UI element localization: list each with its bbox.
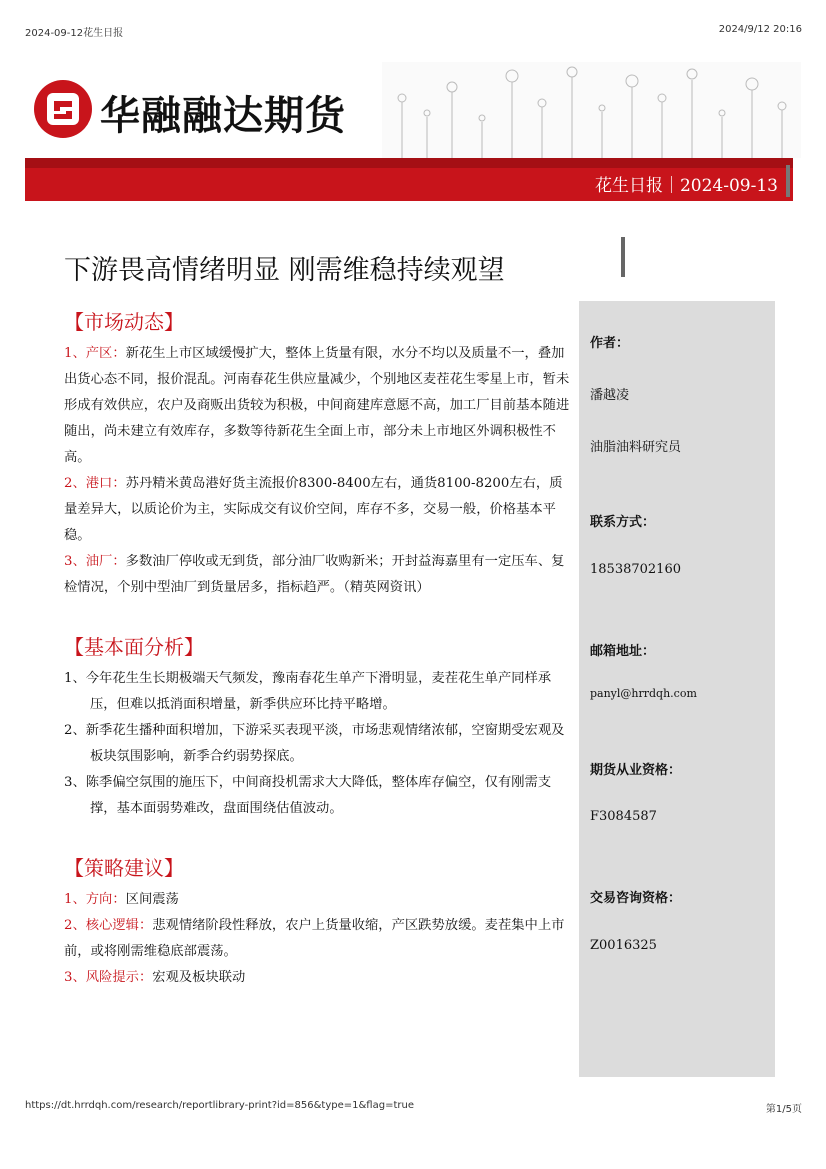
print-header-right: 2024/9/12 20:16 xyxy=(718,24,802,35)
market-item: 2、港口：苏丹精米黄岛港好货主流报价8300-8400左右，通货8100-8200左右，质量差异大，以质论价为主，实际成交有议价空间，库存不多，交易一般，价格基本平稳。 xyxy=(64,476,563,543)
author-label: 作者： xyxy=(590,336,630,351)
report-banner-title: 花生日报｜2024-09-13 xyxy=(594,176,778,196)
author-dept: 油脂油料研究员 xyxy=(590,440,682,455)
contact-value: 18538702160 xyxy=(590,562,681,577)
market-item: 3、油厂：多数油厂停收或无到货，部分油厂收购新米；开封益海嘉里有一定压车、复检情况，个别中型油厂到货量居多，指标趋严。（精英网资讯） xyxy=(64,554,565,595)
contact-label: 联系方式： xyxy=(590,515,656,530)
email-label: 邮箱地址： xyxy=(590,644,656,659)
fundamental-item: 2、新季花生播种面积增加，下游采买表现平淡，市场悲观情绪浓郁，空窗期受宏观及板块氛围影响，新季合约弱势探底。 xyxy=(64,723,565,764)
title-marker xyxy=(621,237,625,277)
main-content xyxy=(64,306,574,991)
fundamental-items xyxy=(64,666,574,822)
consult-value: Z0016325 xyxy=(590,938,657,953)
print-header-left: 2024-09-12花生日报 xyxy=(25,28,124,39)
strategy-items xyxy=(64,887,574,991)
market-item: 1、产区：新花生上市区域缓慢扩大，整体上货量有限，水分不均以及质量不一，叠加出货心态不同，报价混乱。河南春花生供应量减少，个别地区麦茬花生零星上市，暂未形成有效供应，农户及商贩出货较为积极，中间商建库意愿不高，加工厂目前基本随进随出，尚未建立有效库存，多数等待新花生全面上市，部分未上市地区外调积极性不高。 xyxy=(64,346,570,465)
company-logo-icon xyxy=(34,80,92,138)
section-heading-fundamental: 【基本面分析】 xyxy=(64,635,204,659)
strategy-item: 1、方向：区间震荡 xyxy=(64,892,179,907)
market-items xyxy=(64,341,574,601)
page-number: 第1/5页 xyxy=(765,1104,802,1115)
section-heading-strategy: 【策略建议】 xyxy=(64,856,184,880)
consult-label: 交易咨询资格： xyxy=(590,891,682,906)
footer-url: https://dt.hrrdqh.com/research/reportlibrary-print?id=856&type=1&flag=true xyxy=(25,1100,414,1111)
email-value: panyl@hrrdqh.com xyxy=(590,687,697,700)
strategy-item: 2、核心逻辑：悲观情绪阶段性释放，农户上货量收缩，产区跌势放缓。麦茬集中上市前，或将刚需维稳底部震荡。 xyxy=(64,918,565,959)
brand-name: 华融融达期货 xyxy=(100,92,346,139)
fundamental-item: 1、今年花生生长期极端天气频发，豫南春花生单产下滑明显，麦茬花生单产同样承压，但难以抵消面积增量，新季供应环比持平略增。 xyxy=(64,671,552,712)
document-title: 下游畏高情绪明显 刚需维稳持续观望 xyxy=(64,255,505,286)
banner-pattern xyxy=(382,62,801,158)
section-heading-market: 【市场动态】 xyxy=(64,310,184,334)
qualification-label: 期货从业资格： xyxy=(590,763,682,778)
banner-divider xyxy=(786,165,790,197)
author-name: 潘越凌 xyxy=(590,388,630,403)
strategy-item: 3、风险提示：宏观及板块联动 xyxy=(64,970,246,985)
qualification-value: F3084587 xyxy=(590,809,657,824)
banner-red-strip xyxy=(25,158,793,168)
fundamental-item: 3、陈季偏空氛围的施压下，中间商投机需求大大降低，整体库存偏空，仅有刚需支撑，基本面弱势难改，盘面围绕估值波动。 xyxy=(64,775,552,816)
